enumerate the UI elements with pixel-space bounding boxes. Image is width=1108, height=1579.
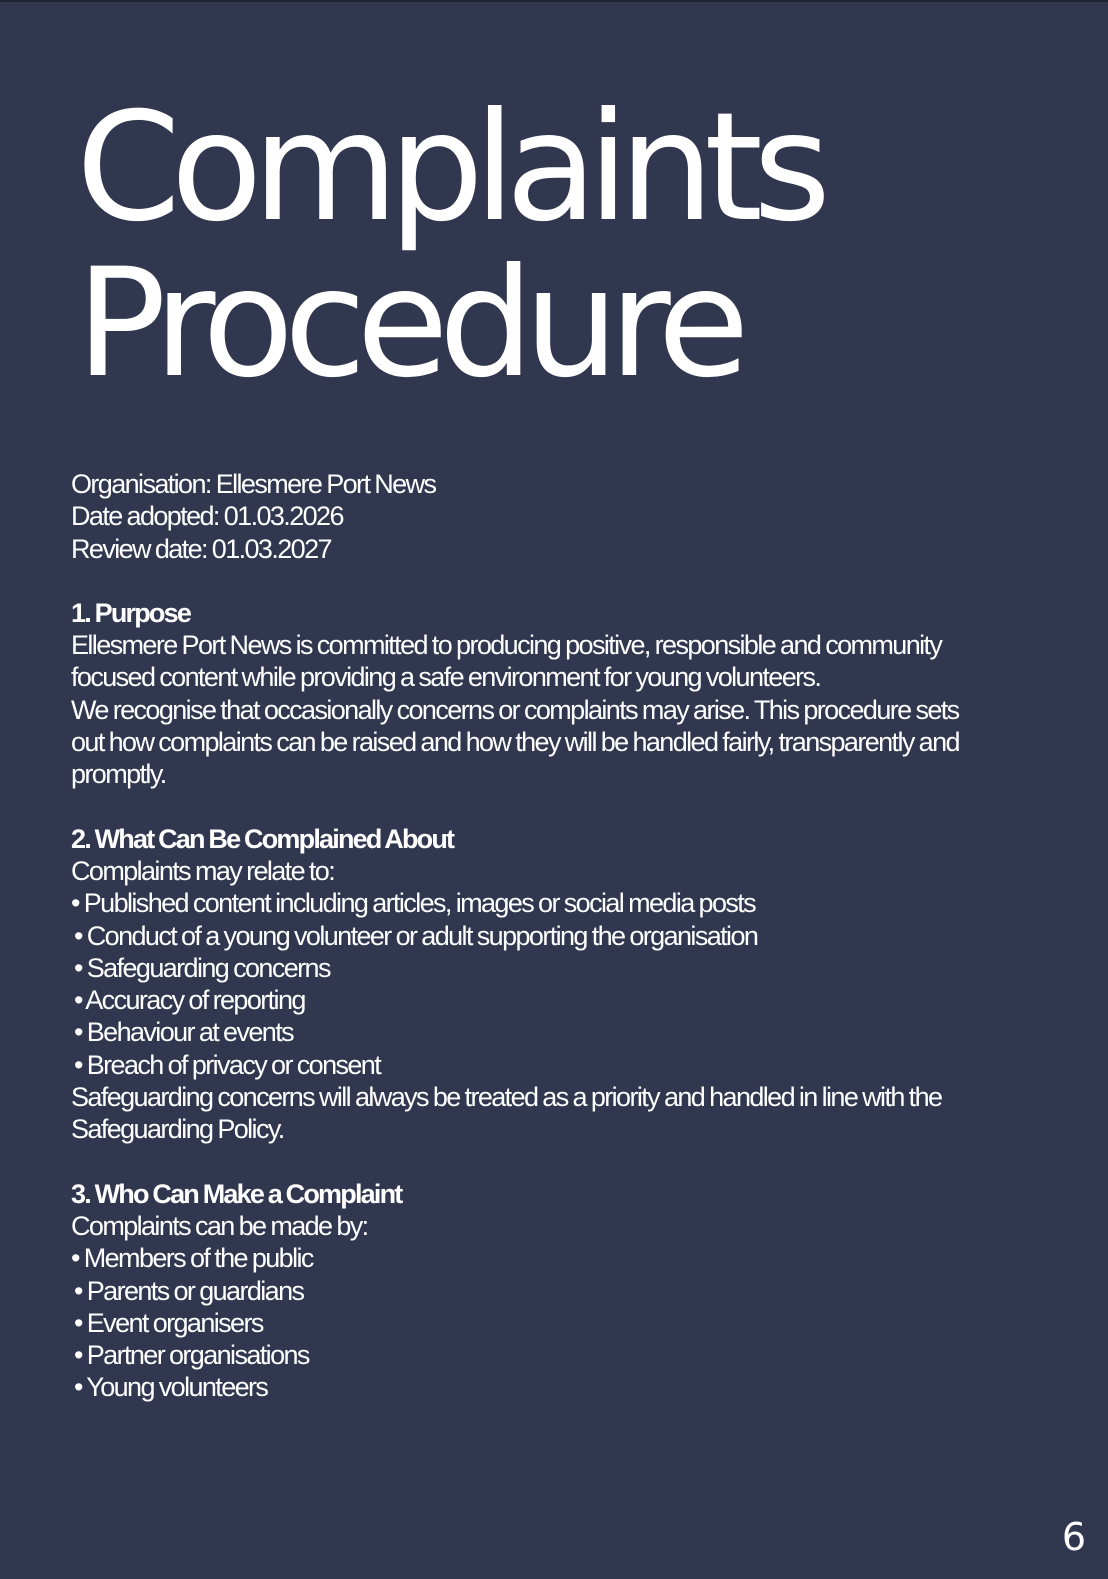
page-title bbox=[76, 81, 822, 411]
purpose-text-line: Ellesmere Port News is committed to producing positive, responsible and community bbox=[71, 630, 942, 661]
purpose-text-line: We recognise that occasionally concerns or complaints may arise. This procedure sets bbox=[71, 694, 959, 725]
who-intro: Complaints can be made by: bbox=[71, 1210, 368, 1241]
page-number: 6 bbox=[1061, 1515, 1086, 1559]
list-item: • Partner organisations bbox=[74, 1340, 309, 1371]
purpose-text-line: promptly. bbox=[71, 759, 166, 790]
what-outro-line: Safeguarding concerns will always be treated as a priority and handled in line with the bbox=[71, 1082, 942, 1113]
list-item: • Published content including articles, images or social media posts bbox=[71, 888, 756, 919]
document-body bbox=[71, 468, 1031, 1404]
what-intro: Complaints may relate to: bbox=[71, 855, 335, 886]
purpose-text-line: out how complaints can be raised and how they will be handled fairly, transparently and bbox=[71, 727, 959, 758]
list-item: • Event organisers bbox=[74, 1307, 263, 1338]
list-item: • Members of the public bbox=[71, 1243, 313, 1274]
review-date-line: Review date: 01.03.2027 bbox=[71, 533, 331, 564]
list-item: • Parents or guardians bbox=[74, 1275, 304, 1306]
list-item: • Accuracy of reporting bbox=[74, 985, 305, 1016]
list-item: • Conduct of a young volunteer or adult supporting the organisation bbox=[74, 920, 758, 951]
list-item: • Young volunteers bbox=[74, 1372, 268, 1403]
organisation-line: Organisation: Ellesmere Port News bbox=[71, 469, 436, 499]
what-outro-line: Safeguarding Policy. bbox=[71, 1114, 284, 1145]
purpose-text-line: focused content while providing a safe environment for young volunteers. bbox=[71, 662, 821, 693]
date-adopted-line: Date adopted: 01.03.2026 bbox=[71, 501, 343, 532]
section-heading-who: 3. Who Can Make a Complaint bbox=[71, 1178, 402, 1209]
list-item: • Breach of privacy or consent bbox=[74, 1049, 381, 1080]
title-line-1: Complaints bbox=[76, 81, 822, 255]
list-item: • Behaviour at events bbox=[74, 1017, 294, 1048]
section-heading-purpose: 1. Purpose bbox=[71, 597, 191, 628]
spacer bbox=[71, 791, 1031, 823]
spacer bbox=[71, 1146, 1031, 1178]
section-heading-what: 2. What Can Be Complained About bbox=[71, 823, 454, 854]
list-item: • Safeguarding concerns bbox=[74, 952, 330, 983]
title-line-2: Procedure bbox=[76, 237, 740, 411]
spacer bbox=[71, 565, 1031, 597]
